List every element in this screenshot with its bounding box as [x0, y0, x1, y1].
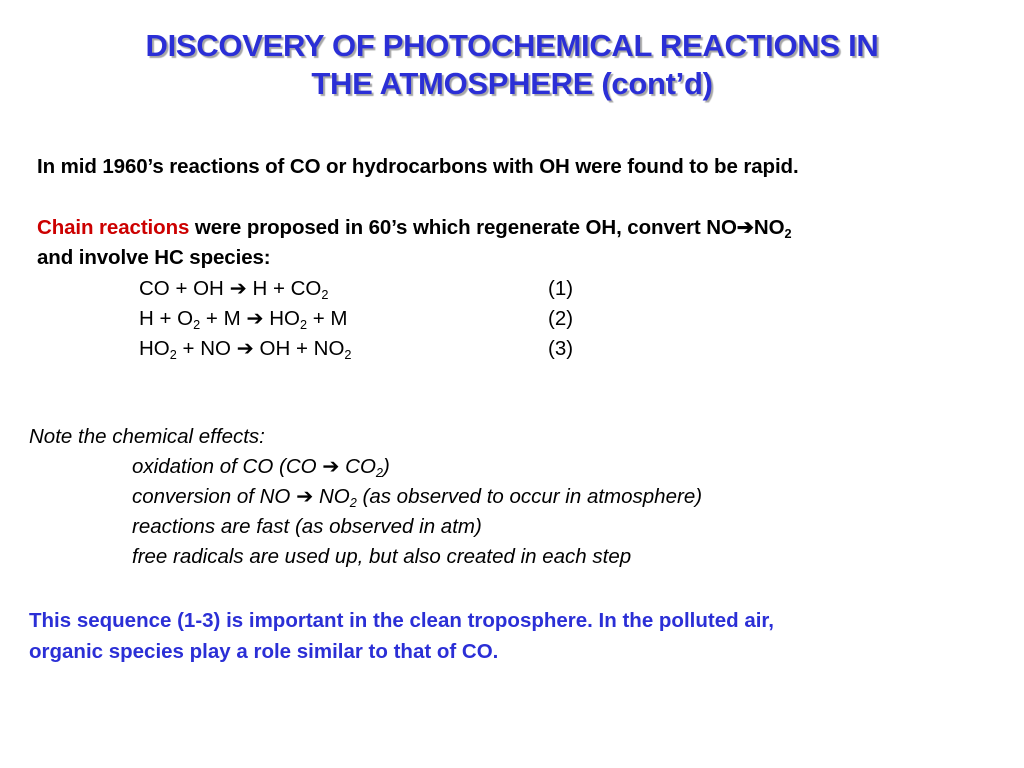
chain-reactions-line2: and involve HC species:: [37, 246, 271, 269]
note-fast: reactions are fast (as observed in atm): [132, 515, 482, 538]
chain-reactions-highlight: Chain reactions: [37, 216, 190, 239]
slide-title: [0, 27, 1024, 103]
chain-reactions-text: were proposed in 60’s which regenerate OH, convert NO: [189, 216, 737, 239]
arrow-icon: ➔: [236, 337, 254, 360]
no2-subscript: 2: [784, 225, 792, 241]
conclusion-line2: organic species play a role similar to that of CO.: [29, 640, 499, 663]
intro-paragraph: In mid 1960’s reactions of CO or hydrocarbons with OH were found to be rapid.: [37, 155, 799, 178]
arrow-icon: ➔: [296, 485, 314, 508]
reaction-3-number: (3): [548, 337, 574, 360]
slide-title-line2: THE ATMOSPHERE (cont’d): [311, 66, 713, 101]
note-conversion: conversion of NO ➔ $NO_2$ (as observed to occur in atmosphere): [132, 485, 703, 510]
note-oxidation: oxidation of CO (CO ➔ $CO_2$): [132, 455, 390, 480]
reaction-1: CO + OH ➔ $H + CO_2$: [139, 277, 329, 302]
reaction-2: $H + O_2 + M$ ➔ $HO_2 + M$: [139, 307, 348, 332]
slide-title-line1: DISCOVERY OF PHOTOCHEMICAL REACTIONS IN: [145, 28, 879, 63]
conclusion-paragraph: [29, 605, 774, 667]
arrow-icon: ➔: [322, 455, 340, 478]
reaction-1-number: (1): [548, 277, 574, 300]
chain-reactions-paragraph: [37, 213, 791, 243]
reaction-2-number: (2): [548, 307, 574, 330]
arrow-icon: ➔: [736, 216, 754, 239]
note-radicals: free radicals are used up, but also created in each step: [132, 545, 632, 568]
notes-heading: Note the chemical effects:: [29, 425, 265, 448]
no2-label: NO: [753, 216, 785, 239]
arrow-icon: ➔: [229, 277, 247, 300]
conclusion-line1: This sequence (1-3) is important in the clean troposphere. In the polluted air,: [29, 609, 774, 632]
reaction-3: $HO_2$ + NO ➔ OH + $NO_2$: [139, 337, 352, 362]
arrow-icon: ➔: [246, 307, 264, 330]
